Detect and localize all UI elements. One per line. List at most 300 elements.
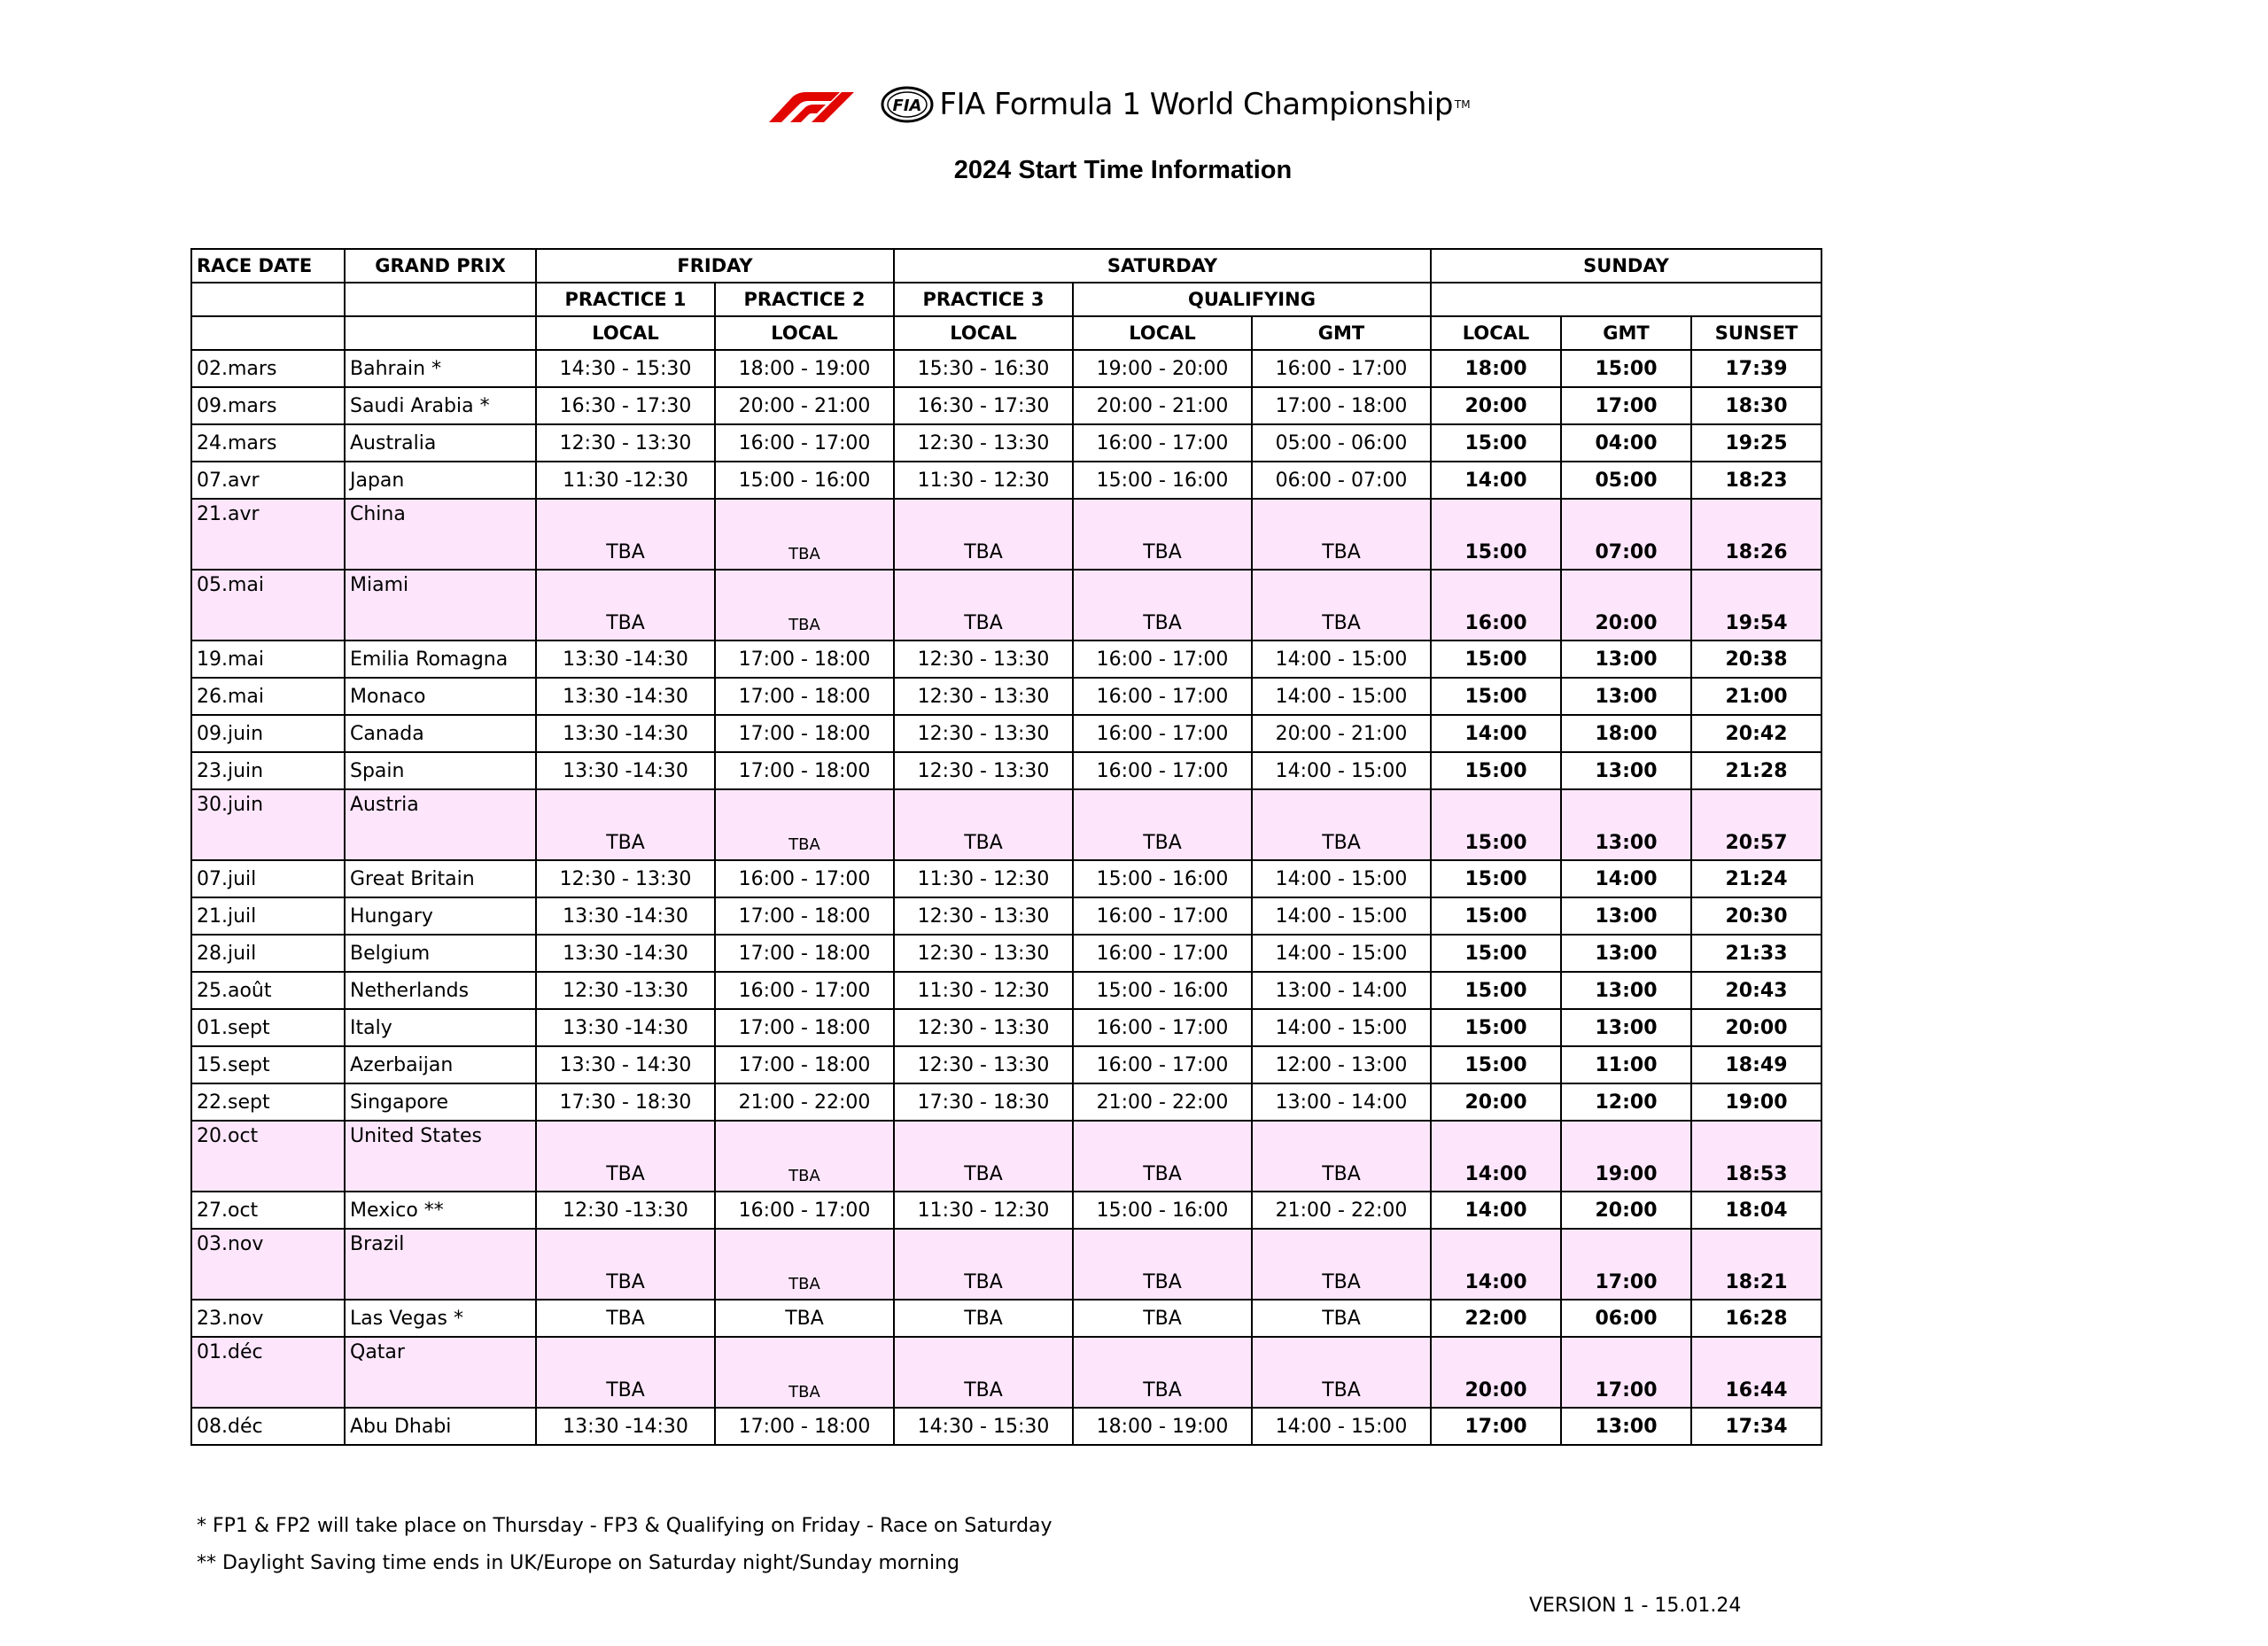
- gmt-header: GMT: [1561, 316, 1691, 350]
- grand-prix-cell: Qatar: [345, 1337, 536, 1408]
- session-time-cell: 14:00 - 15:00: [1252, 860, 1431, 897]
- table-row: [191, 678, 1821, 715]
- race-gmt-time-cell: 18:00: [1561, 715, 1691, 752]
- grand-prix-cell: Great Britain: [345, 860, 536, 897]
- sunset-time-cell: 18:53: [1691, 1121, 1821, 1192]
- session-time-cell: 17:30 - 18:30: [536, 1083, 715, 1121]
- session-time-cell: 17:00 - 18:00: [715, 678, 894, 715]
- grand-prix-cell: Abu Dhabi: [345, 1408, 536, 1445]
- local-header: LOCAL: [1431, 316, 1561, 350]
- session-time-cell: TBA: [894, 570, 1073, 641]
- start-time-table: [190, 248, 1822, 1446]
- document-header: [0, 85, 2268, 124]
- header-row-1: [191, 249, 1821, 283]
- practice-1-header: PRACTICE 1: [536, 283, 715, 316]
- grand-prix-cell: Italy: [345, 1009, 536, 1046]
- session-time-cell: 12:30 - 13:30: [536, 860, 715, 897]
- session-time-cell: 11:30 - 12:30: [894, 972, 1073, 1009]
- race-date-cell: 21.juil: [191, 897, 345, 935]
- session-time-cell: 15:00 - 16:00: [1073, 860, 1252, 897]
- footnote-2: ** Daylight Saving time ends in UK/Europe on Saturday night/Sunday morning: [197, 1552, 959, 1574]
- race-gmt-time-cell: 07:00: [1561, 499, 1691, 570]
- sunset-time-cell: 18:23: [1691, 462, 1821, 499]
- table-row: [191, 972, 1821, 1009]
- session-time-cell: TBA: [1073, 1300, 1252, 1337]
- table-row: [191, 1300, 1821, 1337]
- race-local-time-cell: 14:00: [1431, 462, 1561, 499]
- race-local-time-cell: 15:00: [1431, 424, 1561, 462]
- race-local-time-cell: 18:00: [1431, 350, 1561, 387]
- session-time-cell: TBA: [894, 1337, 1073, 1408]
- race-date-cell: 24.mars: [191, 424, 345, 462]
- session-time-cell: 12:30 -13:30: [536, 1192, 715, 1229]
- session-time-cell: 12:30 - 13:30: [894, 715, 1073, 752]
- session-time-cell: 12:30 - 13:30: [536, 424, 715, 462]
- race-date-cell: 09.mars: [191, 387, 345, 424]
- session-time-cell: 12:30 -13:30: [536, 972, 715, 1009]
- grand-prix-cell: Azerbaijan: [345, 1046, 536, 1083]
- race-gmt-time-cell: 17:00: [1561, 1229, 1691, 1300]
- race-date-cell: 08.déc: [191, 1408, 345, 1445]
- page-title: [0, 156, 2268, 185]
- session-time-cell: 21:00 - 22:00: [1073, 1083, 1252, 1121]
- session-time-cell: TBA: [1252, 499, 1431, 570]
- grand-prix-cell: Singapore: [345, 1083, 536, 1121]
- table-body: [191, 350, 1821, 1445]
- race-gmt-time-cell: 13:00: [1561, 641, 1691, 678]
- session-time-cell: 15:30 - 16:30: [894, 350, 1073, 387]
- session-time-cell: TBA: [715, 1229, 894, 1300]
- race-date-cell: 23.juin: [191, 752, 345, 789]
- race-gmt-time-cell: 17:00: [1561, 1337, 1691, 1408]
- session-time-cell: TBA: [1252, 1121, 1431, 1192]
- session-time-cell: TBA: [536, 789, 715, 860]
- race-date-cell: 26.mai: [191, 678, 345, 715]
- session-time-cell: 14:30 - 15:30: [536, 350, 715, 387]
- sunset-time-cell: 18:30: [1691, 387, 1821, 424]
- grand-prix-cell: Spain: [345, 752, 536, 789]
- session-time-cell: TBA: [894, 1300, 1073, 1337]
- race-date-cell: 07.avr: [191, 462, 345, 499]
- sunset-time-cell: 21:28: [1691, 752, 1821, 789]
- race-date-cell: 19.mai: [191, 641, 345, 678]
- saturday-header: SATURDAY: [894, 249, 1431, 283]
- race-local-time-cell: 15:00: [1431, 752, 1561, 789]
- sunset-time-cell: 19:25: [1691, 424, 1821, 462]
- race-local-time-cell: 15:00: [1431, 678, 1561, 715]
- table-row: [191, 499, 1821, 570]
- grand-prix-cell: United States: [345, 1121, 536, 1192]
- session-time-cell: 17:30 - 18:30: [894, 1083, 1073, 1121]
- f1-logo-icon: [762, 85, 872, 124]
- empty-header-cell: [345, 283, 536, 316]
- session-time-cell: 16:00 - 17:00: [715, 1192, 894, 1229]
- sunset-time-cell: 21:24: [1691, 860, 1821, 897]
- session-time-cell: TBA: [1073, 570, 1252, 641]
- race-gmt-time-cell: 20:00: [1561, 1192, 1691, 1229]
- table-row: [191, 1408, 1821, 1445]
- sunset-time-cell: 20:57: [1691, 789, 1821, 860]
- session-time-cell: 16:00 - 17:00: [715, 860, 894, 897]
- grand-prix-cell: Belgium: [345, 935, 536, 972]
- grand-prix-header: GRAND PRIX: [345, 249, 536, 283]
- session-time-cell: TBA: [1252, 1337, 1431, 1408]
- race-date-cell: 23.nov: [191, 1300, 345, 1337]
- session-time-cell: TBA: [1252, 789, 1431, 860]
- table-row: [191, 350, 1821, 387]
- session-time-cell: 16:00 - 17:00: [1073, 752, 1252, 789]
- session-time-cell: 13:30 - 14:30: [536, 1046, 715, 1083]
- footnotes: [197, 1515, 1052, 1589]
- sunset-time-cell: 16:28: [1691, 1300, 1821, 1337]
- session-time-cell: 18:00 - 19:00: [715, 350, 894, 387]
- table-row: [191, 424, 1821, 462]
- sunset-header: SUNSET: [1691, 316, 1821, 350]
- session-time-cell: 16:00 - 17:00: [1252, 350, 1431, 387]
- sunset-time-cell: 19:54: [1691, 570, 1821, 641]
- race-gmt-time-cell: 13:00: [1561, 752, 1691, 789]
- session-time-cell: 15:00 - 16:00: [1073, 972, 1252, 1009]
- race-gmt-time-cell: 20:00: [1561, 570, 1691, 641]
- race-date-cell: 30.juin: [191, 789, 345, 860]
- session-time-cell: TBA: [536, 1337, 715, 1408]
- sunset-time-cell: 18:49: [1691, 1046, 1821, 1083]
- empty-header-cell: [191, 316, 345, 350]
- race-gmt-time-cell: 13:00: [1561, 1408, 1691, 1445]
- grand-prix-cell: Netherlands: [345, 972, 536, 1009]
- grand-prix-cell: Miami: [345, 570, 536, 641]
- table-row: [191, 1121, 1821, 1192]
- sunset-time-cell: 19:00: [1691, 1083, 1821, 1121]
- race-gmt-time-cell: 11:00: [1561, 1046, 1691, 1083]
- race-local-time-cell: 15:00: [1431, 972, 1561, 1009]
- sunset-time-cell: 20:42: [1691, 715, 1821, 752]
- session-time-cell: 13:30 -14:30: [536, 1408, 715, 1445]
- session-time-cell: 12:00 - 13:00: [1252, 1046, 1431, 1083]
- race-date-cell: 03.nov: [191, 1229, 345, 1300]
- race-date-cell: 05.mai: [191, 570, 345, 641]
- gmt-header: GMT: [1252, 316, 1431, 350]
- race-date-cell: 25.août: [191, 972, 345, 1009]
- session-time-cell: 17:00 - 18:00: [715, 715, 894, 752]
- race-date-cell: 01.déc: [191, 1337, 345, 1408]
- race-date-cell: 02.mars: [191, 350, 345, 387]
- sunset-time-cell: 18:04: [1691, 1192, 1821, 1229]
- table-row: [191, 1229, 1821, 1300]
- race-gmt-time-cell: 12:00: [1561, 1083, 1691, 1121]
- session-time-cell: TBA: [1073, 499, 1252, 570]
- table-row: [191, 860, 1821, 897]
- sunday-header: SUNDAY: [1431, 249, 1821, 283]
- session-time-cell: TBA: [1073, 1121, 1252, 1192]
- session-time-cell: 05:00 - 06:00: [1252, 424, 1431, 462]
- race-gmt-time-cell: 17:00: [1561, 387, 1691, 424]
- race-gmt-time-cell: 13:00: [1561, 935, 1691, 972]
- session-time-cell: 14:00 - 15:00: [1252, 641, 1431, 678]
- session-time-cell: TBA: [715, 570, 894, 641]
- session-time-cell: TBA: [1252, 1300, 1431, 1337]
- session-time-cell: TBA: [894, 499, 1073, 570]
- table-row: [191, 462, 1821, 499]
- race-gmt-time-cell: 13:00: [1561, 1009, 1691, 1046]
- race-gmt-time-cell: 13:00: [1561, 897, 1691, 935]
- session-time-cell: TBA: [715, 1121, 894, 1192]
- sunset-time-cell: 20:43: [1691, 972, 1821, 1009]
- sunset-time-cell: 20:30: [1691, 897, 1821, 935]
- race-local-time-cell: 15:00: [1431, 1009, 1561, 1046]
- session-time-cell: TBA: [894, 1121, 1073, 1192]
- session-time-cell: 12:30 - 13:30: [894, 897, 1073, 935]
- table-row: [191, 1083, 1821, 1121]
- grand-prix-cell: Emilia Romagna: [345, 641, 536, 678]
- session-time-cell: 21:00 - 22:00: [1252, 1192, 1431, 1229]
- session-time-cell: 13:00 - 14:00: [1252, 1083, 1431, 1121]
- race-local-time-cell: 20:00: [1431, 387, 1561, 424]
- session-time-cell: 21:00 - 22:00: [715, 1083, 894, 1121]
- session-time-cell: 16:00 - 17:00: [1073, 1046, 1252, 1083]
- session-time-cell: TBA: [536, 1229, 715, 1300]
- grand-prix-cell: Monaco: [345, 678, 536, 715]
- table-row: [191, 1009, 1821, 1046]
- race-local-time-cell: 20:00: [1431, 1083, 1561, 1121]
- sunset-time-cell: 21:33: [1691, 935, 1821, 972]
- race-local-time-cell: 14:00: [1431, 1229, 1561, 1300]
- session-time-cell: 16:00 - 17:00: [1073, 641, 1252, 678]
- session-time-cell: 17:00 - 18:00: [715, 935, 894, 972]
- session-time-cell: 20:00 - 21:00: [1252, 715, 1431, 752]
- championship-title: FIA Formula 1 World Championship: [939, 87, 1453, 122]
- table-row: [191, 570, 1821, 641]
- session-time-cell: 15:00 - 16:00: [715, 462, 894, 499]
- race-local-time-cell: 15:00: [1431, 789, 1561, 860]
- race-local-time-cell: 15:00: [1431, 1046, 1561, 1083]
- race-gmt-time-cell: 15:00: [1561, 350, 1691, 387]
- session-time-cell: 16:00 - 17:00: [1073, 715, 1252, 752]
- sunset-time-cell: 17:34: [1691, 1408, 1821, 1445]
- race-date-header: RACE DATE: [191, 249, 345, 283]
- logo-group: [762, 85, 1470, 124]
- table-row: [191, 935, 1821, 972]
- session-time-cell: 11:30 - 12:30: [894, 462, 1073, 499]
- local-header: LOCAL: [894, 316, 1073, 350]
- local-header: LOCAL: [1073, 316, 1252, 350]
- session-time-cell: 15:00 - 16:00: [1073, 462, 1252, 499]
- session-time-cell: TBA: [536, 1300, 715, 1337]
- race-local-time-cell: 16:00: [1431, 570, 1561, 641]
- session-time-cell: TBA: [536, 499, 715, 570]
- race-date-cell: 07.juil: [191, 860, 345, 897]
- race-gmt-time-cell: 05:00: [1561, 462, 1691, 499]
- sunset-time-cell: 18:26: [1691, 499, 1821, 570]
- session-time-cell: 16:30 - 17:30: [536, 387, 715, 424]
- session-time-cell: TBA: [715, 1300, 894, 1337]
- grand-prix-cell: Saudi Arabia *: [345, 387, 536, 424]
- page-title-text: 2024 Start Time Information: [953, 156, 1293, 184]
- session-time-cell: 16:00 - 17:00: [1073, 424, 1252, 462]
- session-time-cell: 17:00 - 18:00: [715, 897, 894, 935]
- session-time-cell: 17:00 - 18:00: [715, 1009, 894, 1046]
- session-time-cell: 13:30 -14:30: [536, 1009, 715, 1046]
- session-time-cell: TBA: [1073, 789, 1252, 860]
- session-time-cell: TBA: [715, 499, 894, 570]
- table-row: [191, 641, 1821, 678]
- session-time-cell: 17:00 - 18:00: [715, 752, 894, 789]
- session-time-cell: TBA: [894, 1229, 1073, 1300]
- session-time-cell: 15:00 - 16:00: [1073, 1192, 1252, 1229]
- sunset-time-cell: 20:38: [1691, 641, 1821, 678]
- header-row-3: [191, 316, 1821, 350]
- session-time-cell: TBA: [715, 789, 894, 860]
- empty-header-cell: [1431, 283, 1821, 316]
- race-date-cell: 27.oct: [191, 1192, 345, 1229]
- session-time-cell: 17:00 - 18:00: [715, 641, 894, 678]
- race-local-time-cell: 22:00: [1431, 1300, 1561, 1337]
- session-time-cell: TBA: [1073, 1337, 1252, 1408]
- race-gmt-time-cell: 13:00: [1561, 678, 1691, 715]
- race-local-time-cell: 14:00: [1431, 1121, 1561, 1192]
- session-time-cell: 11:30 -12:30: [536, 462, 715, 499]
- sunset-time-cell: 17:39: [1691, 350, 1821, 387]
- race-date-cell: 20.oct: [191, 1121, 345, 1192]
- race-date-cell: 09.juin: [191, 715, 345, 752]
- session-time-cell: 13:30 -14:30: [536, 897, 715, 935]
- session-time-cell: TBA: [1252, 1229, 1431, 1300]
- session-time-cell: 14:00 - 15:00: [1252, 897, 1431, 935]
- race-gmt-time-cell: 13:00: [1561, 789, 1691, 860]
- grand-prix-cell: Austria: [345, 789, 536, 860]
- grand-prix-cell: Canada: [345, 715, 536, 752]
- race-gmt-time-cell: 13:00: [1561, 972, 1691, 1009]
- session-time-cell: 14:00 - 15:00: [1252, 1009, 1431, 1046]
- race-local-time-cell: 15:00: [1431, 935, 1561, 972]
- session-time-cell: 06:00 - 07:00: [1252, 462, 1431, 499]
- race-gmt-time-cell: 19:00: [1561, 1121, 1691, 1192]
- session-time-cell: 16:00 - 17:00: [1073, 1009, 1252, 1046]
- session-time-cell: 18:00 - 19:00: [1073, 1408, 1252, 1445]
- session-time-cell: 11:30 - 12:30: [894, 1192, 1073, 1229]
- session-time-cell: 16:00 - 17:00: [1073, 678, 1252, 715]
- local-header: LOCAL: [536, 316, 715, 350]
- session-time-cell: 12:30 - 13:30: [894, 752, 1073, 789]
- grand-prix-cell: Brazil: [345, 1229, 536, 1300]
- session-time-cell: TBA: [715, 1337, 894, 1408]
- session-time-cell: 20:00 - 21:00: [1073, 387, 1252, 424]
- session-time-cell: TBA: [1073, 1229, 1252, 1300]
- session-time-cell: TBA: [1252, 570, 1431, 641]
- grand-prix-cell: Mexico **: [345, 1192, 536, 1229]
- header-row-2: [191, 283, 1821, 316]
- session-time-cell: 13:00 - 14:00: [1252, 972, 1431, 1009]
- trademark-symbol: TM: [1454, 98, 1471, 111]
- race-local-time-cell: 15:00: [1431, 897, 1561, 935]
- table-row: [191, 715, 1821, 752]
- friday-header: FRIDAY: [536, 249, 894, 283]
- sunset-time-cell: 20:00: [1691, 1009, 1821, 1046]
- table-row: [191, 1337, 1821, 1408]
- session-time-cell: 13:30 -14:30: [536, 715, 715, 752]
- grand-prix-cell: Las Vegas *: [345, 1300, 536, 1337]
- table-row: [191, 897, 1821, 935]
- session-time-cell: 20:00 - 21:00: [715, 387, 894, 424]
- race-local-time-cell: 20:00: [1431, 1337, 1561, 1408]
- session-time-cell: TBA: [536, 1121, 715, 1192]
- race-local-time-cell: 14:00: [1431, 1192, 1561, 1229]
- session-time-cell: 14:00 - 15:00: [1252, 752, 1431, 789]
- grand-prix-cell: Bahrain *: [345, 350, 536, 387]
- empty-header-cell: [191, 283, 345, 316]
- race-local-time-cell: 15:00: [1431, 641, 1561, 678]
- session-time-cell: 12:30 - 13:30: [894, 1009, 1073, 1046]
- race-date-cell: 22.sept: [191, 1083, 345, 1121]
- race-date-cell: 28.juil: [191, 935, 345, 972]
- session-time-cell: 12:30 - 13:30: [894, 678, 1073, 715]
- footnote-1: * FP1 & FP2 will take place on Thursday - FP3 & Qualifying on Friday - Race on Saturday: [197, 1515, 1052, 1537]
- session-time-cell: 17:00 - 18:00: [1252, 387, 1431, 424]
- session-time-cell: 14:30 - 15:30: [894, 1408, 1073, 1445]
- race-date-cell: 15.sept: [191, 1046, 345, 1083]
- session-time-cell: 17:00 - 18:00: [715, 1408, 894, 1445]
- session-time-cell: 12:30 - 13:30: [894, 641, 1073, 678]
- race-local-time-cell: 15:00: [1431, 499, 1561, 570]
- grand-prix-cell: China: [345, 499, 536, 570]
- session-time-cell: 16:00 - 17:00: [1073, 897, 1252, 935]
- session-time-cell: 17:00 - 18:00: [715, 1046, 894, 1083]
- practice-3-header: PRACTICE 3: [894, 283, 1073, 316]
- race-local-time-cell: 15:00: [1431, 860, 1561, 897]
- table-row: [191, 387, 1821, 424]
- session-time-cell: 12:30 - 13:30: [894, 935, 1073, 972]
- table-row: [191, 1046, 1821, 1083]
- grand-prix-cell: Hungary: [345, 897, 536, 935]
- session-time-cell: 14:00 - 15:00: [1252, 1408, 1431, 1445]
- sunset-time-cell: 16:44: [1691, 1337, 1821, 1408]
- practice-2-header: PRACTICE 2: [715, 283, 894, 316]
- race-gmt-time-cell: 14:00: [1561, 860, 1691, 897]
- grand-prix-cell: Japan: [345, 462, 536, 499]
- fia-logo-icon: [881, 86, 934, 123]
- race-local-time-cell: 14:00: [1431, 715, 1561, 752]
- table-row: [191, 789, 1821, 860]
- sunset-time-cell: 21:00: [1691, 678, 1821, 715]
- session-time-cell: 12:30 - 13:30: [894, 1046, 1073, 1083]
- session-time-cell: 11:30 - 12:30: [894, 860, 1073, 897]
- session-time-cell: 13:30 -14:30: [536, 752, 715, 789]
- qualifying-header: QUALIFYING: [1073, 283, 1431, 316]
- session-time-cell: 12:30 - 13:30: [894, 424, 1073, 462]
- session-time-cell: 16:30 - 17:30: [894, 387, 1073, 424]
- session-time-cell: TBA: [536, 570, 715, 641]
- empty-header-cell: [345, 316, 536, 350]
- session-time-cell: 14:00 - 15:00: [1252, 678, 1431, 715]
- race-gmt-time-cell: 06:00: [1561, 1300, 1691, 1337]
- session-time-cell: 16:00 - 17:00: [1073, 935, 1252, 972]
- session-time-cell: 14:00 - 15:00: [1252, 935, 1431, 972]
- session-time-cell: TBA: [894, 789, 1073, 860]
- version-label: VERSION 1 - 15.01.24: [1529, 1595, 1742, 1617]
- local-header: LOCAL: [715, 316, 894, 350]
- table-row: [191, 752, 1821, 789]
- table-row: [191, 1192, 1821, 1229]
- race-date-cell: 21.avr: [191, 499, 345, 570]
- race-date-cell: 01.sept: [191, 1009, 345, 1046]
- session-time-cell: 19:00 - 20:00: [1073, 350, 1252, 387]
- race-local-time-cell: 17:00: [1431, 1408, 1561, 1445]
- session-time-cell: 13:30 -14:30: [536, 935, 715, 972]
- session-time-cell: 16:00 - 17:00: [715, 972, 894, 1009]
- session-time-cell: 16:00 - 17:00: [715, 424, 894, 462]
- svg-text:FIA: FIA: [892, 97, 922, 115]
- sunset-time-cell: 18:21: [1691, 1229, 1821, 1300]
